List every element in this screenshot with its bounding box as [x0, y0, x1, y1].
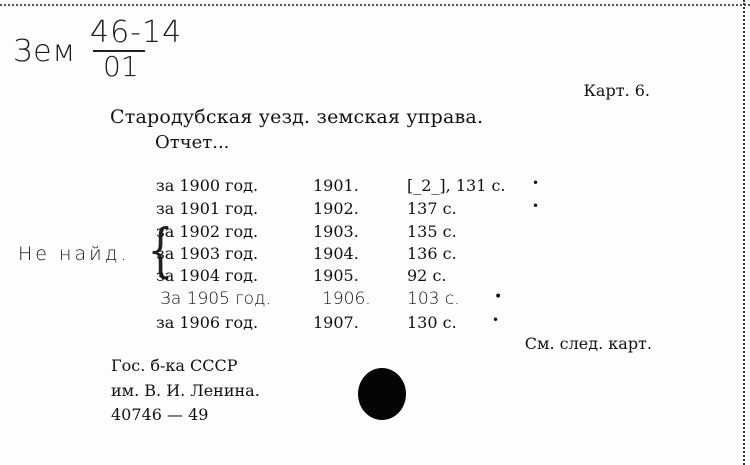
entry-mark: • [532, 199, 540, 213]
library-name: Гос. б-ка СССР [111, 356, 238, 375]
entry-pub-year: 1902. [313, 199, 359, 218]
handwritten-note-not-found: Не найд. [18, 243, 130, 265]
entry-row [0, 244, 750, 266]
entry-pub-year: 1905. [313, 266, 359, 285]
entry-year: за 1900 год. [156, 176, 259, 195]
brace-mark: { [147, 216, 174, 284]
entry-row [0, 222, 750, 244]
card-title: Стародубская уезд. земская управа. [110, 106, 484, 128]
entry-pub-year: 1901. [313, 176, 359, 195]
entry-year: за 1904 год. [156, 266, 259, 285]
entry-pub-year: 1906. [322, 289, 371, 309]
entry-pub-year: 1907. [313, 313, 359, 332]
entry-mark: • [532, 176, 540, 190]
print-run-number: 40746 — 49 [111, 405, 209, 424]
shelfmark-prefix: Зем [13, 34, 77, 69]
entry-mark: • [492, 313, 500, 327]
entry-row-handwritten [0, 289, 750, 311]
entry-row [0, 199, 750, 221]
shelfmark-number: 46-14 [90, 15, 183, 50]
entry-pub-year: 1903. [313, 222, 359, 241]
entry-pages: 135 с. [407, 222, 457, 241]
entry-pages: 103 с. [407, 289, 460, 309]
see-next-card: См. след. карт. [524, 334, 652, 353]
entry-year: за 1903 год. [156, 244, 259, 263]
entry-year: за 1902 год. [156, 222, 259, 241]
entry-pages: 130 с. [407, 313, 457, 332]
entry-pub-year: 1904. [313, 244, 359, 263]
card-top-edge [0, 0, 750, 6]
entry-year: за 1901 год. [156, 199, 259, 218]
card-number: Карт. 6. [583, 81, 650, 100]
entry-row [0, 266, 750, 288]
library-name-continued: им. В. И. Ленина. [111, 381, 260, 400]
entry-mark: • [494, 289, 503, 305]
entry-row [0, 313, 750, 335]
card-subtitle: Отчет... [155, 132, 230, 153]
entry-row [0, 176, 750, 198]
entry-year: За 1905 год. [160, 289, 271, 309]
entry-pages: 137 с. [407, 199, 457, 218]
entry-pages: [_2_], 131 с. [407, 176, 506, 195]
entry-pages: 92 с. [407, 266, 447, 285]
card-punch-hole [358, 368, 406, 420]
shelfmark-denominator: 01 [103, 50, 139, 83]
entry-pages: 136 с. [407, 244, 457, 263]
entry-year: за 1906 год. [156, 313, 259, 332]
